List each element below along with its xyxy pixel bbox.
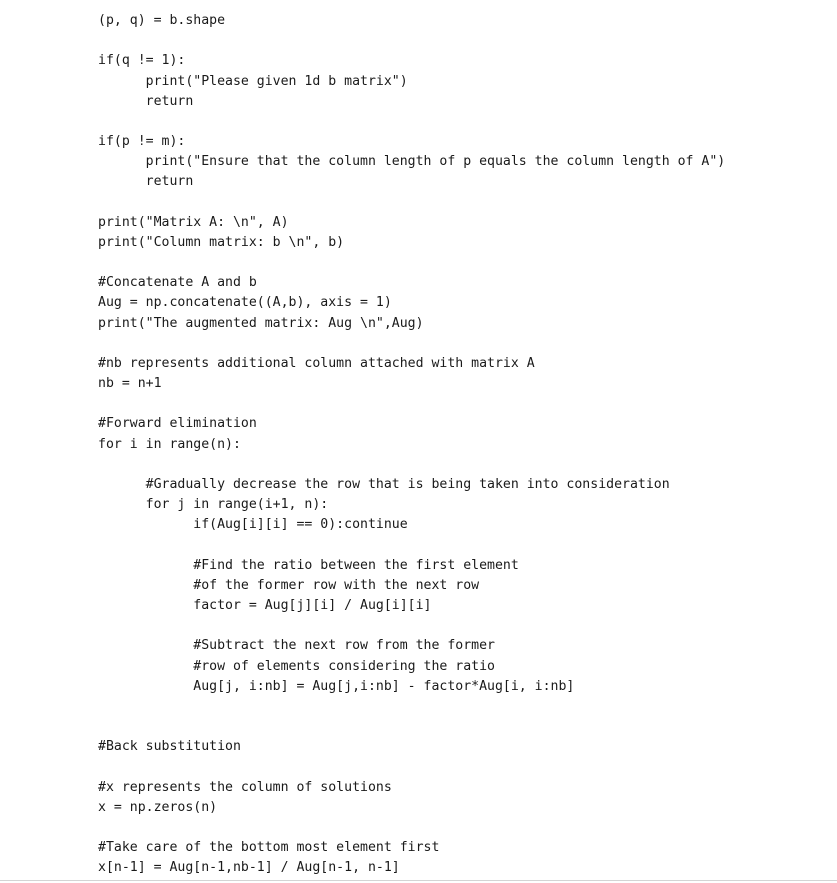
code-line xyxy=(98,31,828,51)
code-line: #x represents the column of solutions xyxy=(98,779,392,795)
code-line: print("Matrix A: \n", A) xyxy=(98,214,289,230)
code-line: #row of elements considering the ratio xyxy=(98,658,495,674)
code-line: #Take care of the bottom most element first xyxy=(98,840,440,856)
code-line: if(Aug[i][i] == 0):continue xyxy=(98,517,408,533)
code-line xyxy=(98,757,828,777)
code-line: nb = n+1 xyxy=(98,376,162,392)
code-line: return xyxy=(98,93,194,109)
code-line xyxy=(98,253,828,273)
code-line xyxy=(98,193,828,213)
code-line xyxy=(98,616,828,636)
code-line: print("The augmented matrix: Aug \n",Aug) xyxy=(98,315,424,331)
code-line: if(q != 1): xyxy=(98,53,186,69)
code-line: print("Ensure that the column length of p equals the column length of A") xyxy=(98,154,726,170)
code-line xyxy=(98,818,828,838)
code-line: for j in range(i+1, n): xyxy=(98,497,329,513)
code-line xyxy=(98,334,828,354)
code-line: Aug = np.concatenate((A,b), axis = 1) xyxy=(98,295,392,311)
code-line xyxy=(98,697,828,717)
code-line: for i in range(n): xyxy=(98,436,241,452)
code-editor[interactable] xyxy=(98,11,828,878)
code-line: #Back substitution xyxy=(98,739,241,755)
code-line: x = np.zeros(n) xyxy=(98,799,218,815)
code-line: #Subtract the next row from the former xyxy=(98,638,495,654)
code-line: print("Please given 1d b matrix") xyxy=(98,73,408,89)
code-line xyxy=(98,535,828,555)
code-line: (p, q) = b.shape xyxy=(98,13,226,28)
code-line: print("Column matrix: b \n", b) xyxy=(98,234,345,250)
code-line: #of the former row with the next row xyxy=(98,577,480,593)
code-line: #Gradually decrease the row that is being taken into consideration xyxy=(98,476,670,492)
code-line xyxy=(98,112,828,132)
code-line: #nb represents additional column attached with matrix A xyxy=(98,355,535,371)
bottom-divider xyxy=(0,880,837,881)
code-line xyxy=(98,394,828,414)
code-line xyxy=(98,717,828,737)
code-line: #Concatenate A and b xyxy=(98,275,257,291)
code-line: #Find the ratio between the first element xyxy=(98,557,519,573)
code-line xyxy=(98,455,828,475)
code-line: if(p != m): xyxy=(98,134,186,150)
code-line: Aug[j, i:nb] = Aug[j,i:nb] - factor*Aug[i, i:nb] xyxy=(98,678,575,694)
code-line: x[n-1] = Aug[n-1,nb-1] / Aug[n-1, n-1] xyxy=(98,860,400,876)
code-line: factor = Aug[j][i] / Aug[i][i] xyxy=(98,597,432,613)
code-line: return xyxy=(98,174,194,190)
code-line: #Forward elimination xyxy=(98,416,257,432)
